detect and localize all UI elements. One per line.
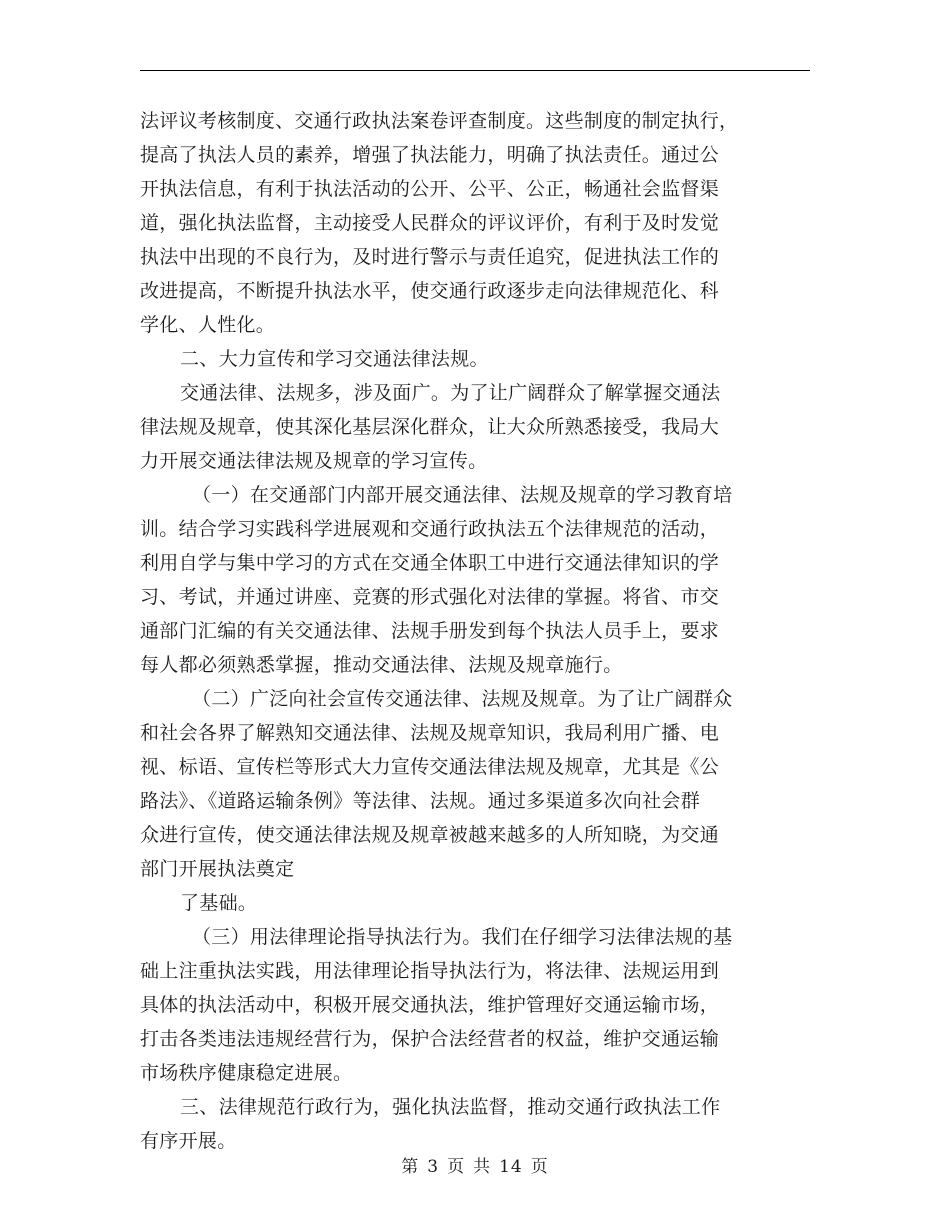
text-line: 法评议考核制度、交通行政执法案卷评查制度。这些制度的制定执行， [140, 110, 739, 132]
text-line: 有序开展。 [140, 1130, 237, 1152]
section-heading-3 [140, 1090, 810, 1158]
text-line: 提高了执法人员的素养，增强了执法能力，明确了执法责任。通过公 [140, 144, 720, 166]
text-line: 交通法律、法规多，涉及面广。为了让广阔群众了解掌握交通法 [180, 382, 721, 404]
document-body [140, 104, 810, 1158]
text-line: 视、标语、宣传栏等形式大力宣传交通法律法规及规章，尤其是《公 [140, 756, 720, 778]
header-rule [140, 70, 810, 71]
text-line: 路法》、《道路运输条例》等法律、法规。通过多渠道多次向社会群 [140, 790, 701, 812]
text-line: 每人都必须熟悉掌握，推动交通法律、法规及规章施行。 [140, 654, 623, 676]
text-line: 具体的执法活动中，积极开展交通执法，维护管理好交通运输市场， [140, 994, 720, 1016]
text-line: 二、大力宣传和学习交通法律法规。 [180, 348, 489, 370]
page-number [0, 1157, 950, 1177]
page-prefix: 第 [401, 1157, 420, 1177]
text-line: 三、法律规范行政行为，强化执法监督，推动交通行政执法工作 [180, 1096, 721, 1118]
paragraph-4 [140, 478, 810, 682]
text-line: 部门开展执法奠定 [140, 858, 295, 880]
text-line: 力开展交通法律法规及规章的学习宣传。 [140, 450, 488, 472]
page-suffix: 页 [530, 1157, 549, 1177]
text-line: （二）广泛向社会宣传交通法律、法规及规章。为了让广阔群众 [192, 688, 733, 710]
text-line: 习、考试，并通过讲座、竞赛的形式强化对法律的掌握。将省、市交 [140, 586, 720, 608]
text-line: 训。结合学习实践科学进展观和交通行政执法五个法律规范的活动， [140, 518, 720, 540]
text-line: 市场秩序健康稳定进展。 [140, 1062, 353, 1084]
text-line: 道，强化执法监督，主动接受人民群众的评议评价，有利于及时发觉 [140, 212, 720, 234]
text-line: （一）在交通部门内部开展交通法律、法规及规章的学习教育培 [192, 484, 733, 506]
paragraph-3 [140, 376, 810, 478]
text-line: 和社会各界了解熟知交通法律、法规及规章知识，我局利用广播、电 [140, 722, 720, 744]
paragraph-7 [140, 920, 810, 1090]
text-line: 众进行宣传，使交通法律法规及规章被越来越多的人所知晓，为交通 [140, 824, 720, 846]
text-line: 利用自学与集中学习的方式在交通全体职工中进行交通法律知识的学 [140, 552, 720, 574]
text-line: 了基础。 [180, 892, 258, 914]
text-line: 础上注重执法实践，用法律理论指导执法行为，将法律、法规运用到 [140, 960, 720, 982]
page-word: 页 [447, 1157, 466, 1177]
paragraph-1 [140, 104, 810, 342]
current-page: 3 [427, 1157, 440, 1177]
text-line: 律法规及规章，使其深化基层深化群众，让大众所熟悉接受，我局大 [140, 416, 720, 438]
total-word: 共 [473, 1157, 492, 1177]
total-pages: 14 [499, 1157, 523, 1177]
paragraph-6 [140, 886, 810, 920]
paragraph-5 [140, 682, 810, 886]
text-line: 通部门汇编的有关交通法律、法规手册发到每个执法人员手上，要求 [140, 620, 720, 642]
text-line: 学化、人性化。 [140, 314, 276, 336]
text-line: 改进提高，不断提升执法水平，使交通行政逐步走向法律规范化、科 [140, 280, 720, 302]
section-heading-2 [140, 342, 810, 376]
text-line: （三）用法律理论指导执法行为。我们在仔细学习法律法规的基 [192, 926, 733, 948]
text-line: 执法中出现的不良行为，及时进行警示与责任追究，促进执法工作的 [140, 246, 720, 268]
text-line: 打击各类违法违规经营行为，保护合法经营者的权益，维护交通运输 [140, 1028, 720, 1050]
text-line: 开执法信息，有利于执法活动的公开、公平、公正，畅通社会监督渠 [140, 178, 720, 200]
